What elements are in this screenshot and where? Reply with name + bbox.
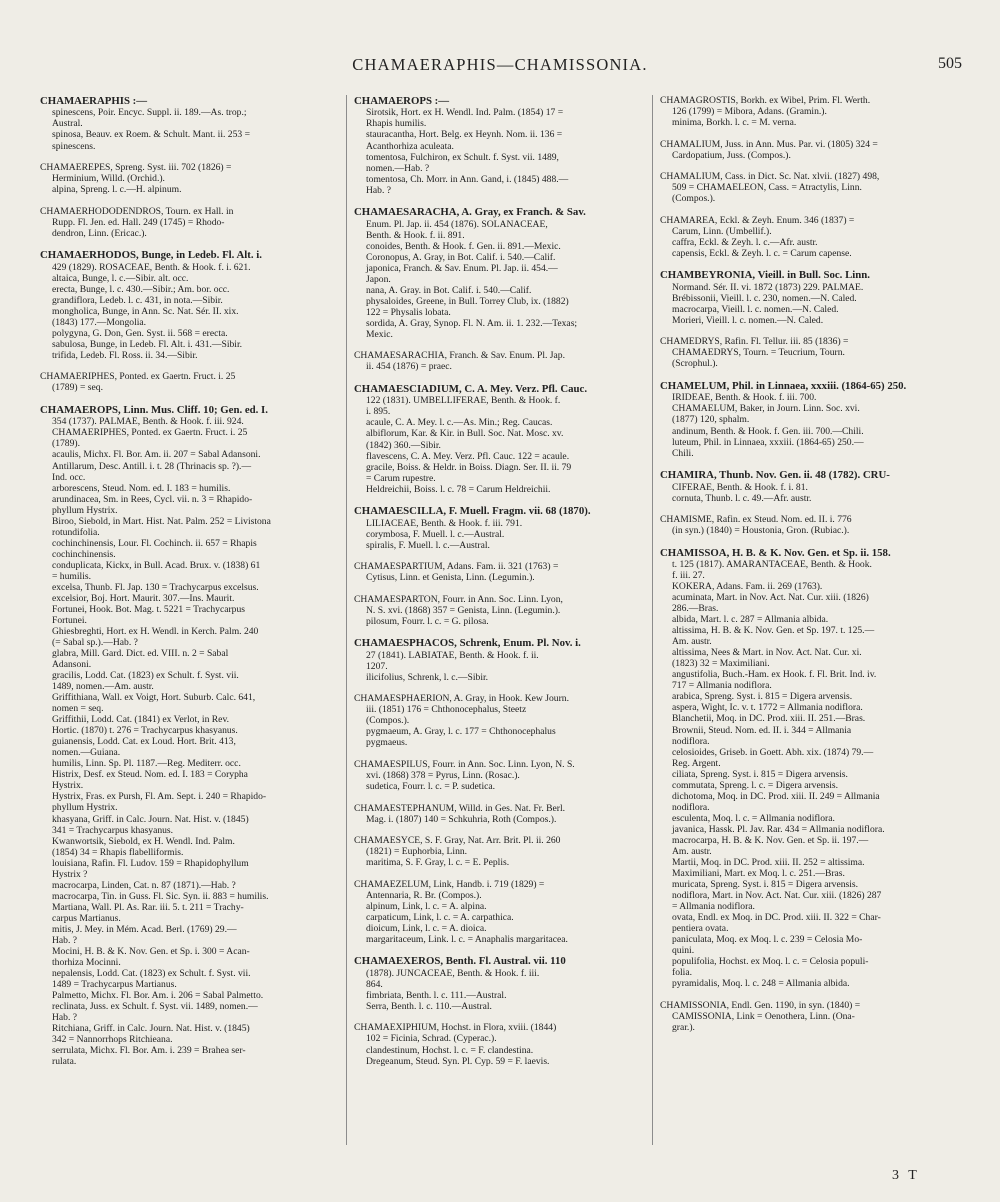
entry-headword-line: CHAMAESARACHIA, Franch. & Sav. Enum. Pl. Jap. bbox=[354, 350, 565, 362]
entry-text-line: trifida, Ledeb. Fl. Ross. ii. 34.—Sibir. bbox=[52, 349, 198, 361]
entry-text-line: ilicifolius, Schrenk, l. c.—Sibir. bbox=[366, 671, 489, 683]
entry-text-line: Rupp. Fl. Jen. ed. Hall. 249 (1745) = Rhodo- bbox=[52, 216, 225, 228]
dictionary-entry bbox=[660, 380, 960, 459]
entry-text-line: fimbriata, Benth. l. c. 111.—Austral. bbox=[366, 989, 507, 1001]
entry-text-line: 1489 = Trachycarpus Martianus. bbox=[52, 978, 177, 990]
entry-text-line: tomentosa, Ch. Morr. in Ann. Gand, i. (1845) 488.— bbox=[366, 173, 569, 185]
entry-text-line: nana, A. Gray. in Bot. Calif. i. 540.—Calif. bbox=[366, 284, 532, 296]
entry-text-line: phyllum Hystrix. bbox=[52, 504, 118, 516]
entry-text-line: Cardopatium, Juss. (Compos.). bbox=[672, 149, 791, 161]
entry-text-line: Reg. Argent. bbox=[672, 757, 721, 769]
entry-text-line: = Carum rupestre. bbox=[366, 472, 436, 484]
column-1 bbox=[40, 95, 340, 1175]
entry-text-line: Kwanwortsik, Siebold, ex H. Wendl. Ind. Palm. bbox=[52, 835, 235, 847]
entry-text-line: xvi. (1868) 378 = Pyrus, Linn. (Rosac.). bbox=[366, 770, 520, 781]
entry-text-line: arabica, Spreng. Syst. i. 815 = Digera arvensis. bbox=[672, 691, 853, 703]
entry-text-line: Biroo, Siebold, in Mart. Hist. Nat. Palm. 252 = Livistona bbox=[52, 515, 271, 527]
entry-text-line: grandiflora, Ledeb. l. c. 431, in nota.—Sibir. bbox=[52, 294, 223, 306]
entry-text-line: stauracantha, Hort. Belg. ex Heynh. Nom. ii. 136 = bbox=[366, 129, 563, 141]
entry-headword-line: CHAMAESPILUS, Fourr. in Ann. Soc. Linn. Lyon, N. S. bbox=[354, 758, 575, 770]
entry-text-line: spinescens, Poir. Encyc. Suppl. ii. 189.—As. trop.; bbox=[52, 107, 247, 119]
entry-text-line: Antillarum, Desc. Antill. i. t. 28 (Thrinacis sp. ?).— bbox=[52, 460, 252, 472]
entry-text-line: paniculata, Moq. ex Moq. l. c. 239 = Celosia Mo- bbox=[672, 934, 863, 946]
entry-text-line: spiralis, F. Muell. l. c.—Austral. bbox=[366, 539, 490, 551]
entry-text-line: (Compos.). bbox=[672, 193, 716, 205]
entry-text-line: Maximiliani, Mart. ex Moq. l. c. 251.—Bras. bbox=[672, 867, 845, 879]
entry-text-line: Hystrix, Fras. ex Pursh, Fl. Am. Sept. i. 240 = Rhapido- bbox=[52, 791, 267, 803]
entry-text-line: esculenta, Moq. l. c. = Allmania nodiflora. bbox=[672, 812, 835, 824]
entry-text-line: Hortic. (1870) t. 276 = Trachycarpus khasyanus. bbox=[52, 725, 238, 737]
entry-text-line: louisiana, Rafin. Fl. Ludov. 159 = Rhapidophyllum bbox=[52, 857, 249, 869]
entry-text-line: japonica, Franch. & Sav. Enum. Pl. Jap. ii. 454.— bbox=[366, 262, 558, 274]
entry-text-line: conduplicata, Kickx, in Bull. Acad. Brux. v. (1838) 61 bbox=[52, 559, 261, 571]
entry-headword-line: CHAMAESPARTON, Fourr. in Ann. Soc. Linn. Lyon, bbox=[354, 593, 563, 605]
entry-text-line: spinosa, Beauv. ex Roem. & Schult. Mant. ii. 253 = bbox=[52, 129, 250, 141]
entry-text-line: Austral. bbox=[52, 118, 83, 130]
entry-text-line: nepalensis, Lodd. Cat. (1823) ex Schult. f. Syst. vii. bbox=[52, 967, 251, 979]
entry-text-line: commutata, Spreng. l. c. = Digera arvensis. bbox=[672, 779, 839, 791]
entry-text-line: CIFERAE, Benth. & Hook. f. i. 81. bbox=[672, 481, 808, 493]
entry-text-line: pentiera ovata. bbox=[672, 923, 729, 935]
entry-text-line: Mag. i. (1807) 140 = Schkuhria, Roth (Compos.). bbox=[366, 813, 557, 825]
entry-headword-line: CHAMAERAPHIS :— bbox=[40, 95, 148, 107]
entry-text-line: physaloides, Greene, in Bull. Torrey Club, ix. (1882) bbox=[366, 295, 569, 307]
entry-headword-line: CHAMAEXIPHIUM, Hochst. in Flora, xviii. (1844) bbox=[354, 1022, 557, 1034]
entry-headword-line: CHAMAERHODOS, Bunge, in Ledeb. Fl. Alt. i. bbox=[40, 249, 262, 262]
entry-headword-line: CHAMEDRYS, Rafin. Fl. Tellur. iii. 85 (1836) = bbox=[660, 336, 849, 348]
entry-text-line: Carum, Linn. (Umbellif.). bbox=[672, 225, 772, 237]
entry-text-line: Dregeanum, Steud. Syn. Pl. Cyp. 59 = F. laevis. bbox=[366, 1055, 550, 1067]
column-rule-1 bbox=[346, 95, 347, 1145]
entry-text-line: khasyana, Griff. in Calc. Journ. Nat. Hist. v. (1845) bbox=[52, 813, 249, 825]
entry-text-line: Hab. ? bbox=[52, 934, 78, 946]
entry-text-line: margaritaceum, Link. l. c. = Anaphalis margaritacea. bbox=[366, 933, 568, 945]
entry-text-line: pygmaeus. bbox=[366, 737, 408, 749]
entry-headword-line: CHAMAGROSTIS, Borkh. ex Wibel, Prim. Fl. Werth. bbox=[660, 95, 871, 106]
entry-text-line: 126 (1799) = Mibora, Adans. (Gramin.). bbox=[672, 106, 827, 118]
entry-headword-line: CHAMALIUM, Cass. in Dict. Sc. Nat. xlvii. (1827) 498, bbox=[660, 171, 880, 183]
entry-text-line: populifolia, Hochst. ex Moq. l. c. = Celosia populi- bbox=[672, 956, 869, 968]
entry-headword-line: CHAMAESCIADIUM, C. A. Mey. Verz. Pfl. Cauc. bbox=[354, 382, 588, 395]
entry-text-line: cochinchinensis, Lour. Fl. Cochinch. ii. 657 = Rhapis bbox=[52, 537, 257, 549]
entry-text-line: Hab. ? bbox=[52, 1012, 78, 1024]
entry-text-line: Acanthorhiza aculeata. bbox=[366, 140, 454, 152]
entry-text-line: Adansoni. bbox=[52, 659, 92, 671]
entry-text-line: minima, Borkh. l. c. = M. verna. bbox=[672, 117, 797, 129]
entry-text-line: Blanchetii, Moq. in DC. Prod. xiii. II. 251.—Bras. bbox=[672, 713, 866, 725]
entry-text-line: Heldreichii, Boiss. l. c. 78 = Carum Heldreichii. bbox=[366, 483, 551, 495]
entry-text-line: excelsa, Thunb. Fl. Jap. 130 = Trachycarpus excelsus. bbox=[52, 581, 259, 593]
entry-text-line: Normand. Sér. II. vi. 1872 (1873) 229. PALMAE. bbox=[672, 281, 864, 293]
entry-text-line: CHAMAELUM, Baker, in Journ. Linn. Soc. xvi. bbox=[672, 403, 860, 415]
entry-text-line: sordida, A. Gray, Synop. Fl. N. Am. ii. 1. 232.—Texas; bbox=[366, 317, 578, 329]
entry-text-line: carpaticum, Link, l. c. = A. carpathica. bbox=[366, 911, 514, 923]
dictionary-entry bbox=[660, 139, 960, 161]
entry-headword-line: CHAMAERIPHES, Ponted. ex Gaertn. Fruct. i. 25 bbox=[40, 371, 236, 383]
entry-text-line: iii. (1851) 176 = Chthonocephalus, Steetz bbox=[366, 704, 527, 716]
entry-text-line: 342 = Nannorrhops Ritchieana. bbox=[52, 1034, 173, 1046]
entry-headword-line: CHAMAEREPES, Spreng. Syst. iii. 702 (1826) = bbox=[40, 162, 232, 174]
entry-text-line: Griffithiana, Wall. ex Voigt, Hort. Suburb. Calc. 641, bbox=[52, 692, 256, 704]
dictionary-entry bbox=[354, 637, 646, 683]
entry-text-line: Am. austr. bbox=[672, 845, 712, 857]
entry-text-line: Hystrix. bbox=[52, 780, 84, 792]
entry-text-line: Serra, Benth. l. c. 110.—Austral. bbox=[366, 1000, 492, 1012]
page-number: 505 bbox=[938, 55, 962, 72]
entry-text-line: mitis, J. Mey. in Mém. Acad. Berl. (1769) 29.— bbox=[52, 923, 237, 935]
entry-text-line: capensis, Eckl. & Zeyh. l. c. = Carum capense. bbox=[672, 247, 852, 259]
entry-text-line: tomentosa, Fulchiron, ex Schult. f. Syst. vii. 1489, bbox=[366, 151, 559, 163]
entry-text-line: macrocarpa, Tin. in Guss. Fl. Sic. Syn. ii. 883 = humilis. bbox=[52, 890, 269, 902]
entry-text-line: ovata, Endl. ex Moq. in DC. Prod. xiii. II. 322 = Char- bbox=[672, 912, 881, 924]
dictionary-entry bbox=[354, 505, 646, 551]
entry-text-line: Martiana, Wall. Pl. As. Rar. iii. 5. t. 211 = Trachy- bbox=[52, 901, 244, 913]
entry-text-line: macrocarpa, Linden, Cat. n. 87 (1871).—Hab. ? bbox=[52, 879, 236, 891]
entry-text-line: acaule, C. A. Mey. l. c.—As. Min.; Reg. Caucas. bbox=[366, 417, 553, 429]
dictionary-entry bbox=[40, 404, 340, 1067]
entry-text-line: = Allmania nodiflora. bbox=[672, 901, 755, 912]
entry-headword-line: CHAMISSOA, H. B. & K. Nov. Gen. et Sp. ii. 158. bbox=[660, 546, 891, 559]
entry-text-line: flavescens, C. A. Mey. Verz. Pfl. Cauc. 122 = acaule. bbox=[366, 450, 570, 462]
entry-text-line: f. iii. 27. bbox=[672, 570, 705, 582]
entry-text-line: Antennaria, R. Br. (Compos.). bbox=[366, 889, 482, 901]
dictionary-entry bbox=[40, 371, 340, 393]
entry-text-line: sabulosa, Bunge, in Ledeb. Fl. Alt. i. 431.—Sibir. bbox=[52, 338, 243, 350]
entry-text-line: caffra, Eckl. & Zeyh. l. c.—Afr. austr. bbox=[672, 236, 818, 248]
dictionary-entry bbox=[660, 1000, 960, 1033]
entry-text-line: Ghiesbreghti, Hort. ex H. Wendl. in Kerch. Palm. 240 bbox=[52, 625, 259, 637]
entry-text-line: dioicum, Link, l. c. = A. dioica. bbox=[366, 922, 487, 934]
entry-text-line: (1789) = seq. bbox=[52, 382, 103, 394]
entry-text-line: carpus Martianus. bbox=[52, 912, 121, 924]
entry-text-line: ciliata, Spreng. Syst. i. 815 = Digera arvensis. bbox=[672, 768, 848, 780]
entry-text-line: excelsior, Boj. Hort. Maurit. 307.—Ins. Maurit. bbox=[52, 592, 235, 604]
dictionary-entry bbox=[660, 336, 960, 369]
entry-text-line: celosioides, Griseb. in Goett. Abh. xix. (1874) 79.— bbox=[672, 746, 874, 758]
entry-headword-line: CHAMISME, Rafin. ex Steud. Nom. ed. II. i. 776 bbox=[660, 514, 852, 526]
entry-text-line: reclinata, Juss. ex Schult. f. Syst. vii. 1489, nomen.— bbox=[52, 1001, 258, 1013]
dictionary-entry bbox=[354, 879, 646, 945]
entry-text-line: angustifolia, Buch.-Ham. ex Hook. f. Fl. Brit. Ind. iv. bbox=[672, 669, 877, 681]
entry-text-line: IRIDEAE, Benth. & Hook. f. iii. 700. bbox=[672, 392, 817, 404]
entry-headword-line: CHAMAESPARTIUM, Adans. Fam. ii. 321 (1763) = bbox=[354, 561, 559, 573]
entry-text-line: mongholica, Bunge, in Ann. Sc. Nat. Sér. II. xix. bbox=[52, 305, 239, 317]
dictionary-entry bbox=[660, 514, 960, 536]
entry-headword-line: CHAMAERHODODENDROS, Tourn. ex Hall. in bbox=[40, 205, 234, 217]
entry-text-line: CAMISSONIA, Link = Oenothera, Linn. (Ona- bbox=[672, 1010, 855, 1022]
entry-text-line: 286.—Bras. bbox=[672, 603, 719, 615]
entry-text-line: = humilis. bbox=[52, 570, 91, 582]
entry-text-line: (1823) 32 = Maximiliani. bbox=[672, 658, 770, 670]
entry-text-line: Am. austr. bbox=[672, 636, 712, 648]
entry-text-line: CHAMAERIPHES, Ponted. ex Gaertn. Fruct. i. 25 bbox=[52, 427, 248, 439]
entry-text-line: 509 = CHAMAELEON, Cass. = Atractylis, Linn. bbox=[672, 182, 862, 194]
entry-text-line: rulata. bbox=[52, 1056, 77, 1068]
entry-text-line: Fortunei, Hook. Bot. Mag. t. 5221 = Trachycarpus bbox=[52, 603, 246, 615]
entry-text-line: Morieri, Vieill. l. c. nomen.—N. Caled. bbox=[672, 314, 824, 326]
entry-text-line: (Scrophul.). bbox=[672, 358, 718, 370]
entry-text-line: albida, Mart. l. c. 287 = Allmania albida. bbox=[672, 614, 829, 626]
entry-headword-line: CHAMAREA, Eckl. & Zeyh. Enum. 346 (1837) = bbox=[660, 214, 855, 226]
entry-text-line: (1854) 34 = Rhapis flabelliformis. bbox=[52, 846, 184, 858]
entry-text-line: dendron, Linn. (Ericac.). bbox=[52, 227, 147, 239]
entry-text-line: gracile, Boiss. & Heldr. in Boiss. Diagn. Ser. II. ii. 79 bbox=[366, 461, 572, 473]
entry-text-line: (Compos.). bbox=[366, 715, 410, 727]
entry-text-line: Coronopus, A. Gray, in Bot. Calif. i. 540.—Calif. bbox=[366, 251, 556, 263]
dictionary-entry bbox=[660, 547, 960, 990]
entry-text-line: Ind. occ. bbox=[52, 471, 86, 483]
entry-text-line: andinum, Benth. & Hook. f. Gen. iii. 700.—Chili. bbox=[672, 425, 864, 437]
entry-text-line: 122 = Physalis lobata. bbox=[366, 306, 451, 318]
entry-text-line: Griffithii, Lodd. Cat. (1841) ex Verlot, in Rev. bbox=[52, 714, 230, 726]
entry-headword-line: CHAMAESYCE, S. F. Gray, Nat. Arr. Brit. Pl. ii. 260 bbox=[354, 835, 561, 847]
entry-headword-line: CHAMAEXEROS, Benth. Fl. Austral. vii. 110 bbox=[354, 955, 566, 968]
column-rule-2 bbox=[652, 95, 653, 1145]
entry-text-line: (1878). JUNCACEAE, Benth. & Hook. f. iii. bbox=[366, 967, 540, 979]
dictionary-entry bbox=[40, 249, 340, 361]
entry-text-line: erecta, Bunge, l. c. 430.—Sibir.; Am. bor. occ. bbox=[52, 283, 230, 295]
dictionary-entry bbox=[354, 835, 646, 868]
entry-text-line: albiflorum, Kar. & Kir. in Bull. Soc. Nat. Mosc. xv. bbox=[366, 428, 564, 440]
entry-text-line: N. S. xvi. (1868) 357 = Genista, Linn. (Legumin.). bbox=[366, 604, 561, 616]
entry-text-line: folia. bbox=[672, 967, 692, 979]
entry-text-line: 864. bbox=[366, 978, 383, 990]
entry-text-line: nomen = seq. bbox=[52, 703, 104, 715]
entry-text-line: t. 125 (1817). AMARANTACEAE, Benth. & Hook. bbox=[672, 559, 872, 571]
entry-text-line: gracilis, Lodd. Cat. (1823) ex Schult. f. Syst. vii. bbox=[52, 670, 239, 682]
entry-text-line: muricata, Spreng. Syst. i. 815 = Digera arvensis. bbox=[672, 878, 859, 890]
entry-headword-line: CHAMELUM, Phil. in Linnaea, xxxiii. (1864-65) 250. bbox=[660, 380, 907, 392]
entry-text-line: (= Sabal sp.).—Hab. ? bbox=[52, 637, 138, 648]
entry-headword-line: CHAMAEROPS :— bbox=[354, 95, 450, 107]
entry-text-line: (1843) 177.—Mongolia. bbox=[52, 316, 147, 328]
entry-text-line: altissima, Nees & Mart. in Nov. Act. Nat. Cur. xi. bbox=[672, 647, 862, 659]
entry-text-line: (in syn.) (1840) = Houstonia, Gron. (Rubiac.). bbox=[672, 525, 850, 537]
entry-text-line: grar.). bbox=[672, 1021, 695, 1033]
entry-text-line: 102 = Ficinia, Schrad. (Cyperac.). bbox=[366, 1033, 497, 1045]
entry-text-line: Rhapis humilis. bbox=[366, 118, 427, 130]
dictionary-entry bbox=[354, 1022, 646, 1066]
entry-text-line: 429 (1829). ROSACEAE, Benth. & Hook. f. i. 621. bbox=[52, 261, 251, 273]
entry-text-line: 27 (1841). LABIATAE, Benth. & Hook. f. ii. bbox=[366, 649, 539, 661]
entry-text-line: dichotoma, Moq. in DC. Prod. xiii. II. 249 = Allmania bbox=[672, 790, 880, 802]
entry-text-line: (1821) = Euphorbia, Linn. bbox=[366, 846, 468, 858]
entry-text-line: pyramidalis, Moq. l. c. 248 = Allmania albida. bbox=[672, 978, 850, 990]
entry-text-line: altaica, Bunge, l. c.—Sibir. alt. occ. bbox=[52, 272, 189, 284]
entry-text-line: macrocarpa, H. B. & K. Nov. Gen. et Sp. ii. 197.— bbox=[672, 834, 869, 846]
entry-text-line: spinescens. bbox=[52, 140, 96, 152]
entry-text-line: thorhiza Mocinni. bbox=[52, 956, 121, 968]
dictionary-entry bbox=[40, 95, 340, 152]
entry-text-line: alpina, Spreng. l. c.—H. alpinum. bbox=[52, 184, 182, 196]
entry-text-line: Hab. ? bbox=[366, 184, 392, 196]
entry-text-line: arundinacea, Sm. in Rees, Cycl. vii. n. 3 = Rhapido- bbox=[52, 493, 253, 505]
entry-text-line: pilosum, Fourr. l. c. = G. pilosa. bbox=[366, 615, 489, 627]
entry-text-line: alpinum, Link, l. c. = A. alpina. bbox=[366, 900, 487, 912]
entry-text-line: Ritchiana, Griff. in Calc. Journ. Nat. Hist. v. (1845) bbox=[52, 1023, 250, 1035]
dictionary-entry bbox=[660, 171, 960, 204]
entry-text-line: Martii, Moq. in DC. Prod. xiii. II. 252 = altissima. bbox=[672, 856, 865, 868]
dictionary-entry bbox=[354, 759, 646, 792]
entry-text-line: (1842) 360.—Sibir. bbox=[366, 439, 441, 451]
entry-text-line: Fortunei. bbox=[52, 614, 87, 626]
dictionary-entry bbox=[660, 95, 960, 128]
entry-text-line: sudetica, Fourr. l. c. = P. sudetica. bbox=[366, 781, 496, 793]
entry-text-line: Palmetto, Michx. Fl. Bor. Am. i. 206 = Sabal Palmetto. bbox=[52, 990, 264, 1001]
entry-text-line: 122 (1831). UMBELLIFERAE, Benth. & Hook. f. bbox=[366, 395, 561, 407]
entry-text-line: guianensis, Lodd. Cat. ex Loud. Hort. Brit. 413, bbox=[52, 736, 236, 748]
entry-headword-line: CHAMAESPHACOS, Schrenk, Enum. Pl. Nov. i. bbox=[354, 637, 581, 650]
entry-headword-line: CHAMBEYRONIA, Vieill. in Bull. Soc. Linn. bbox=[660, 269, 870, 282]
entry-text-line: quini. bbox=[672, 945, 695, 957]
entry-text-line: (1789). bbox=[52, 438, 80, 450]
entry-text-line: macrocarpa, Vieill. l. c. nomen.—N. Caled. bbox=[672, 303, 839, 315]
entry-text-line: LILIACEAE, Benth. & Hook. f. iii. 791. bbox=[366, 517, 523, 529]
entry-text-line: corymbosa, F. Muell. l. c.—Austral. bbox=[366, 528, 505, 540]
entry-text-line: polygyna, G. Don, Gen. Syst. ii. 568 = erecta. bbox=[52, 327, 228, 339]
dictionary-entry bbox=[354, 803, 646, 825]
entry-headword-line: CHAMAESCILLA, F. Muell. Fragm. vii. 68 (1870). bbox=[354, 505, 591, 518]
column-2 bbox=[354, 95, 646, 1175]
entry-headword-line: CHAMIRA, Thunb. Nov. Gen. ii. 48 (1782). CRU- bbox=[660, 469, 890, 482]
running-header-title: CHAMAERAPHIS—CHAMISSONIA. bbox=[352, 55, 648, 74]
entry-text-line: nodiflora. bbox=[672, 801, 710, 813]
entry-text-line: altissima, H. B. & K. Nov. Gen. et Sp. 197. t. 125.— bbox=[672, 625, 875, 637]
dictionary-entry bbox=[354, 594, 646, 627]
dictionary-entry bbox=[354, 693, 646, 748]
entry-text-line: 1489, nomen.—Am. austr. bbox=[52, 681, 154, 693]
dictionary-entry bbox=[40, 206, 340, 239]
dictionary-entry bbox=[660, 469, 960, 503]
entry-text-line: 354 (1737). PALMAE, Benth. & Hook. f. iii. 924. bbox=[52, 416, 244, 428]
entry-text-line: pygmaeum, A. Gray, l. c. 177 = Chthonocephalus bbox=[366, 726, 556, 738]
dictionary-entry bbox=[354, 350, 646, 372]
entry-headword-line: CHAMISSONIA, Endl. Gen. 1190, in syn. (1840) = bbox=[660, 999, 861, 1011]
entry-text-line: acaulis, Michx. Fl. Bor. Am. ii. 207 = Sabal Adansoni. bbox=[52, 449, 261, 461]
entry-text-line: glabra, Mill. Gard. Dict. ed. VIII. n. 2 = Sabal bbox=[52, 648, 229, 660]
entry-text-line: aspera, Wight, Ic. v. t. 1772 = Allmania nodiflora. bbox=[672, 702, 863, 714]
entry-text-line: Japon. bbox=[366, 273, 391, 285]
entry-headword-line: CHAMALIUM, Juss. in Ann. Mus. Par. vi. (1805) 324 = bbox=[660, 138, 878, 150]
entry-text-line: Enum. Pl. Jap. ii. 454 (1876). SOLANACEAE, bbox=[366, 218, 548, 230]
entry-text-line: Hystrix ? bbox=[52, 868, 88, 880]
entry-text-line: nomen.—Hab. ? bbox=[366, 162, 430, 174]
entry-text-line: cornuta, Thunb. l. c. 49.—Afr. austr. bbox=[672, 492, 812, 504]
entry-text-line: Benth. & Hook. f. ii. 891. bbox=[366, 229, 465, 241]
entry-text-line: phyllum Hystrix. bbox=[52, 802, 118, 814]
entry-text-line: clandestinum, Hochst. l. c. = F. clandestina. bbox=[366, 1044, 534, 1056]
entry-headword-line: CHAMAESPHAERION, A. Gray, in Hook. Kew Journ. bbox=[354, 693, 569, 705]
dictionary-entry bbox=[354, 561, 646, 583]
entry-text-line: nodiflora, Mart. in Nov. Act. Nat. Cur. xiii. (1826) 287 bbox=[672, 889, 882, 901]
entry-text-line: nodiflora. bbox=[672, 735, 710, 747]
entry-headword-line: CHAMAESARACHA, A. Gray, ex Franch. & Sav. bbox=[354, 206, 586, 219]
entry-text-line: 1207. bbox=[366, 660, 388, 672]
entry-text-line: ii. 454 (1876) = praec. bbox=[366, 361, 452, 373]
entry-text-line: conoides, Benth. & Hook. f. Gen. ii. 891.—Mexic. bbox=[366, 240, 561, 252]
entry-headword-line: CHAMAESTEPHANUM, Willd. in Ges. Nat. Fr. Berl. bbox=[354, 802, 566, 814]
entry-text-line: Brébissonii, Vieill. l. c. 230, nomen.—N. Caled. bbox=[672, 292, 857, 304]
entry-text-line: humilis, Linn. Sp. Pl. 1187.—Reg. Mediterr. occ. bbox=[52, 758, 241, 770]
entry-text-line: cochinchinensis. bbox=[52, 548, 116, 560]
entry-text-line: Mexic. bbox=[366, 328, 393, 340]
dictionary-entry bbox=[354, 95, 646, 196]
entry-text-line: Sirotsik, Hort. ex H. Wendl. Ind. Palm. (1854) 17 = bbox=[366, 107, 564, 119]
entry-text-line: luteum, Phil. in Linnaea, xxxiii. (1864-65) 250.— bbox=[672, 436, 864, 448]
entry-text-line: Cytisus, Linn. et Genista, Linn. (Legumin.). bbox=[366, 572, 535, 584]
entry-headword-line: CHAMAEZELUM, Link, Handb. i. 719 (1829) = bbox=[354, 878, 545, 890]
entry-text-line: (1877) 120, sphalm. bbox=[672, 414, 750, 426]
entry-text-line: acuminata, Mart. in Nov. Act. Nat. Cur. xiii. (1826) bbox=[672, 592, 869, 604]
entry-text-line: Chili. bbox=[672, 447, 694, 459]
entry-text-line: arborescens, Steud. Nom. ed. I. 183 = humilis. bbox=[52, 482, 231, 494]
printer-signature: 3 T bbox=[892, 1168, 920, 1183]
entry-headword-line: CHAMAEROPS, Linn. Mus. Cliff. 10; Gen. ed. I. bbox=[40, 403, 268, 416]
dictionary-entry bbox=[354, 383, 646, 495]
dictionary-entry bbox=[40, 162, 340, 195]
entry-text-line: Brownii, Steud. Nom. ed. II. i. 344 = Allmania bbox=[672, 724, 852, 736]
entry-text-line: rotundifolia. bbox=[52, 526, 100, 538]
entry-text-line: nomen.—Guiana. bbox=[52, 747, 121, 759]
dictionary-entry bbox=[660, 269, 960, 326]
dictionary-entry bbox=[354, 206, 646, 340]
dictionary-entry bbox=[354, 955, 646, 1012]
entry-text-line: javanica, Hassk. Pl. Jav. Rar. 434 = Allmania nodiflora. bbox=[672, 823, 885, 835]
entry-text-line: Herminium, Willd. (Orchid.). bbox=[52, 173, 165, 185]
entry-text-line: KOKERA, Adans. Fam. ii. 269 (1763). bbox=[672, 581, 823, 593]
entry-text-line: 341 = Trachycarpus khasyanus. bbox=[52, 824, 174, 836]
column-3 bbox=[660, 95, 960, 1175]
entry-text-line: serrulata, Michx. Fl. Bor. Am. i. 239 = Brahea ser- bbox=[52, 1045, 246, 1057]
entry-text-line: 717 = Allmania nodiflora. bbox=[672, 680, 772, 692]
entry-text-line: i. 895. bbox=[366, 406, 391, 418]
entry-text-line: maritima, S. F. Gray, l. c. = E. Peplis. bbox=[366, 857, 510, 869]
entry-text-line: Mocini, H. B. & K. Nov. Gen. et Sp. i. 300 = Acan- bbox=[52, 945, 250, 957]
entry-text-line: Histrix, Desf. ex Steud. Nom. ed. I. 183 = Corypha bbox=[52, 769, 248, 781]
entry-text-line: CHAMAEDRYS, Tourn. = Teucrium, Tourn. bbox=[672, 347, 845, 359]
dictionary-entry bbox=[660, 215, 960, 259]
